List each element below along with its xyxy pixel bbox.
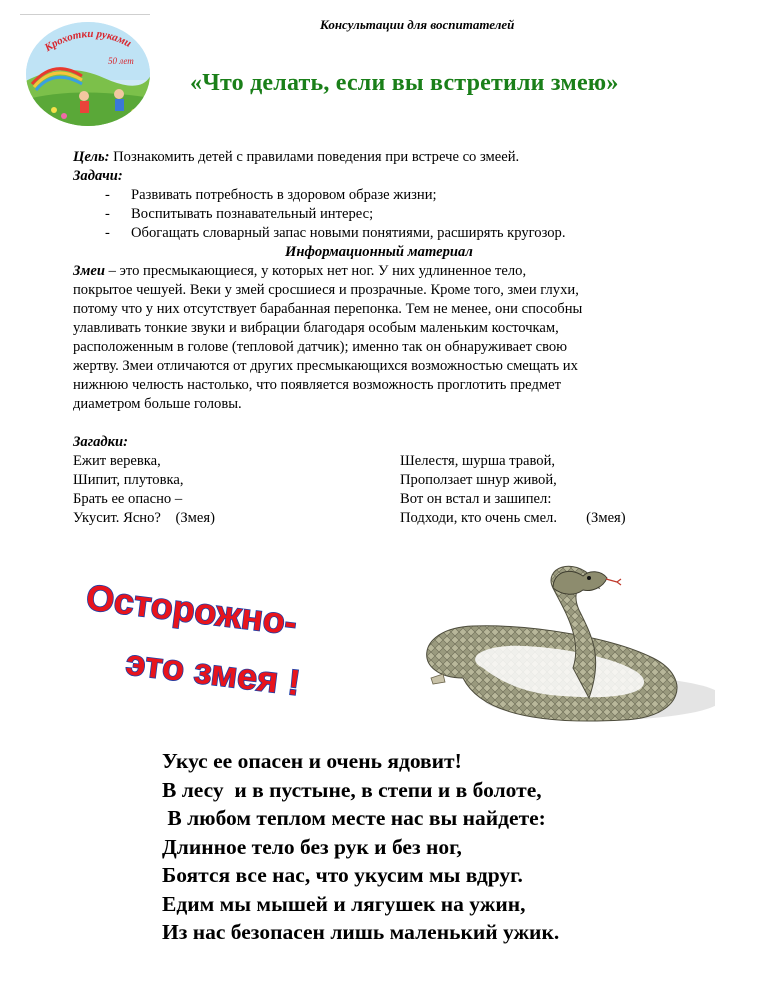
riddle-left: Ежит веревка, Шипит, плутовка, Брать ее опасно – Укусит. Ясно? (Змея): [73, 453, 215, 526]
rattlesnake-image: [403, 548, 715, 740]
tasks-heading: Задачи:: [73, 168, 123, 184]
riddles-heading: Загадки:: [73, 434, 129, 450]
poem-line: Укус ее опасен и очень ядовит!: [162, 749, 462, 773]
goal: [73, 148, 519, 167]
info-term: Змеи: [73, 263, 106, 279]
poem-line: В любом теплом месте нас вы найдете:: [162, 806, 546, 830]
poem-line: Длинное тело без рук и без ног,: [162, 834, 462, 859]
warning-line-2: это змея !: [123, 641, 303, 704]
task-item: - Обогащать словарный запас новыми понятиями, расширять кругозор.: [105, 225, 566, 241]
poem: [162, 747, 559, 947]
info-heading: Информационный материал: [285, 244, 473, 260]
logo-text-top: Крохотки руками: [42, 27, 134, 55]
task-item: - Развивать потребность в здоровом образе жизни;: [105, 187, 437, 203]
header-rule: [20, 14, 150, 15]
goal-label: Цель:: [73, 149, 110, 165]
poem-line: Из нас безопасен лишь маленький ужик.: [162, 920, 560, 944]
page-title: «Что делать, если вы встретили змею»: [190, 70, 619, 96]
logo-text-bottom: 50 лет: [108, 56, 134, 66]
logo-image: [24, 20, 152, 128]
warning-wordart: [80, 570, 400, 710]
poem-line: Боятся все нас, что укусим мы вдруг.: [162, 863, 523, 887]
header-consultation: Консультации для воспитателей: [320, 17, 515, 32]
info-paragraph: Змеи – это пресмыкающиеся, у которых нет ног. У них удлиненное тело, покрытое чешуей. Веки у змей сросшиеся и прозрачные. Кроме того, змеи глухи, потому что у них отсутствует барабанная перепонка. Тем не менее, они способны улавливать тонкие звуки и вибрации благодаря особым маленьким косточкам, расположенным в голове (тепловой датчик); именно так он обнаруживает свою жертву. Змеи отличаются от других пресмыкающихся возможностью смещать их нижнюю челюсть настолько, что появляется возможность проглотить предмет диаметром больше головы.: [73, 263, 583, 412]
goal-text: Познакомить детей с правилами поведения при встрече со змеей.: [113, 149, 520, 165]
poem-line: В лесу и в пустыне, в степи и в болоте,: [162, 777, 542, 802]
poem-line: Едим мы мышей и лягушек на ужин,: [162, 891, 526, 916]
task-item: - Воспитывать познавательный интерес;: [105, 206, 374, 222]
warning-line-1: Осторожно-: [83, 576, 300, 643]
riddle-right: Шелестя, шурша травой, Проползает шнур живой, Вот он встал и зашипел: Подходи, кто очень смел. (Змея): [400, 453, 626, 526]
